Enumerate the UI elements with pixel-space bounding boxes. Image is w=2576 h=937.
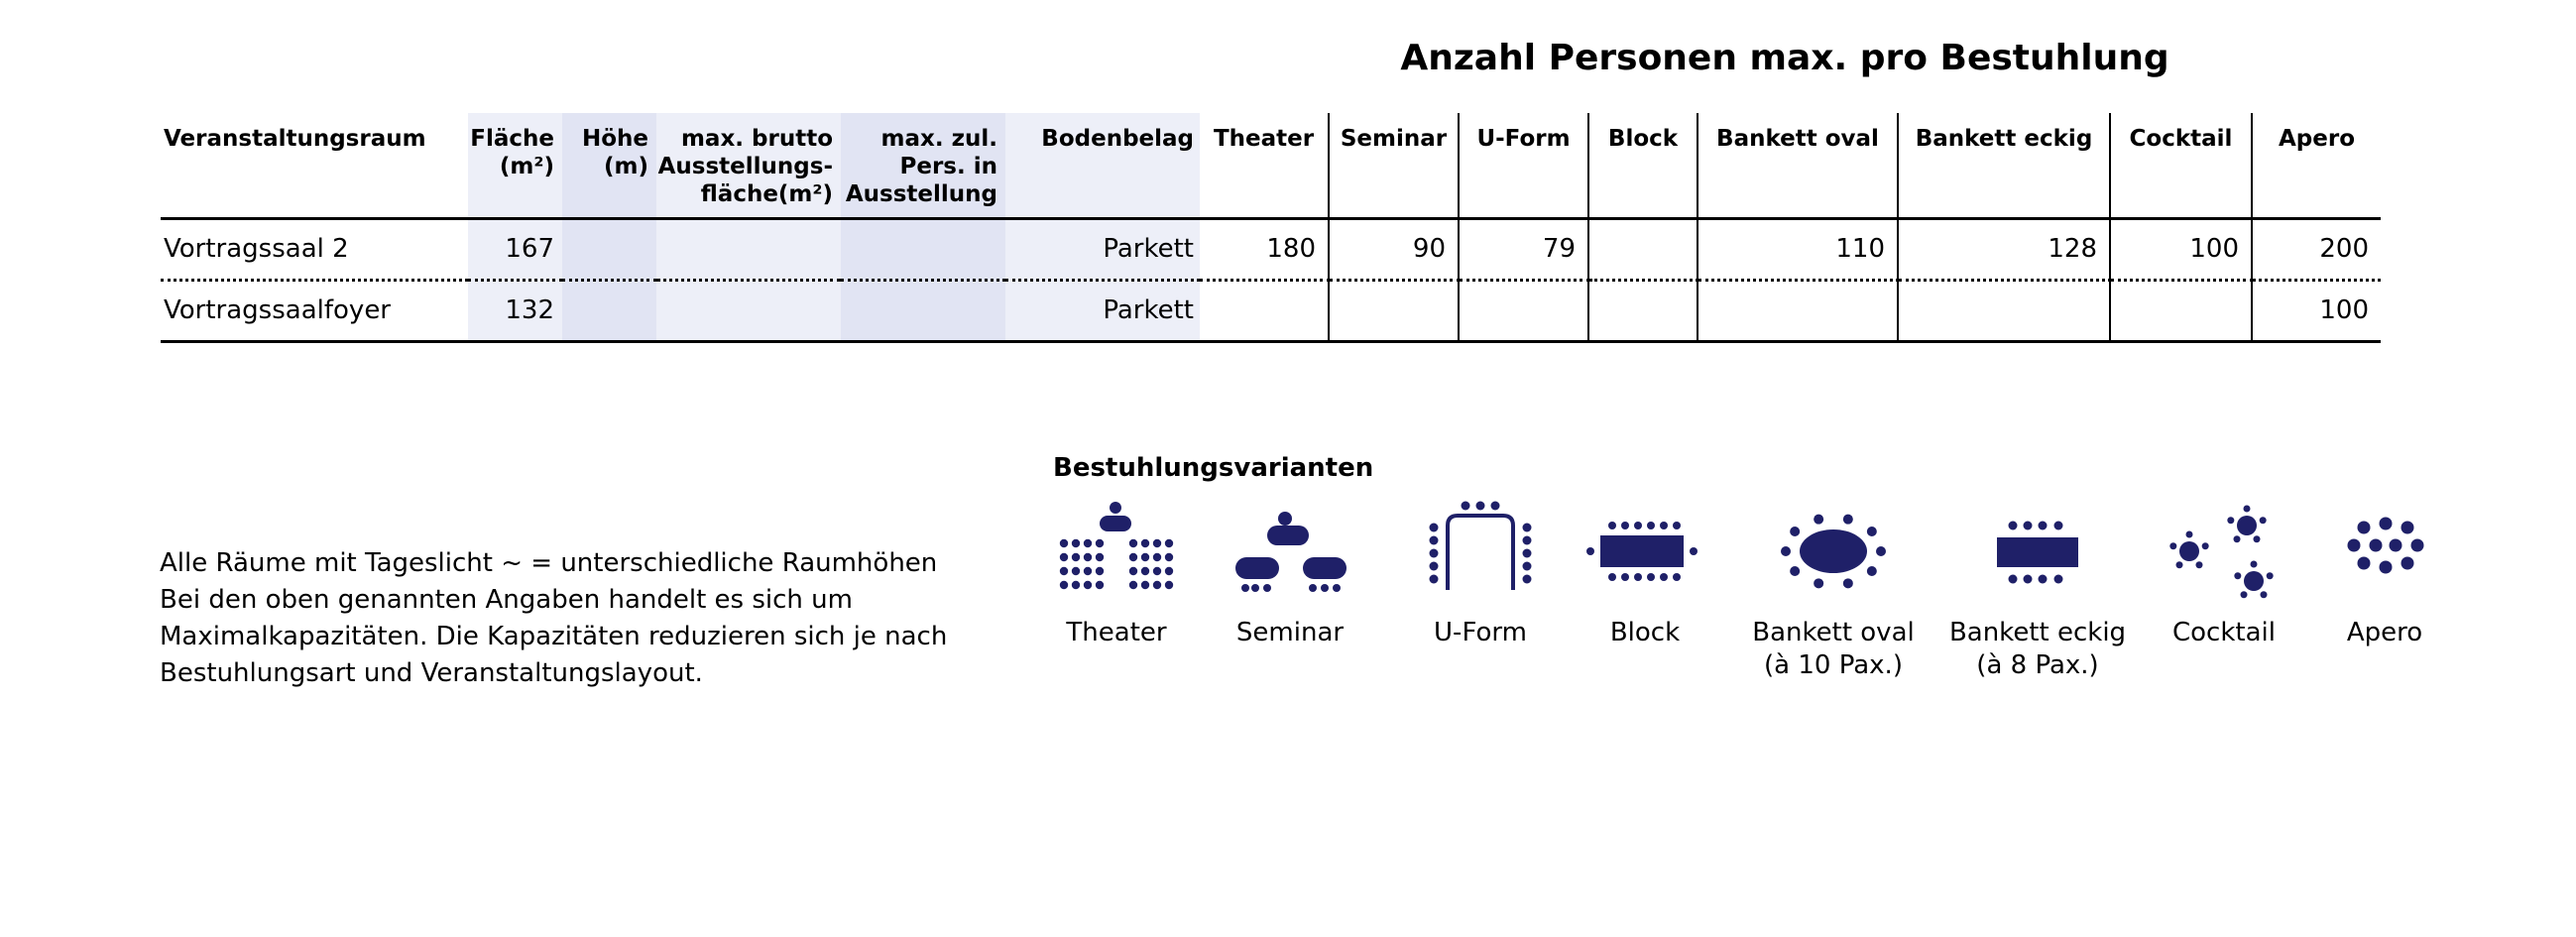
seat-dot bbox=[1072, 567, 1080, 575]
seat-dot bbox=[1843, 515, 1853, 525]
header-theater: Theater bbox=[1200, 113, 1329, 218]
seat-dot bbox=[1523, 562, 1532, 571]
variant-label: Block bbox=[1609, 618, 1681, 647]
standing-guest bbox=[2380, 518, 2393, 530]
cap-theater: 180 bbox=[1200, 218, 1329, 280]
seat-dot bbox=[1165, 567, 1173, 575]
standing-guest bbox=[2348, 539, 2361, 552]
cap-bankett-oval bbox=[1698, 280, 1898, 341]
header-u-form: U-Form bbox=[1459, 113, 1588, 218]
cap-bankett-oval: 110 bbox=[1698, 218, 1898, 280]
variant-u-form bbox=[1401, 496, 1560, 649]
seat-dot bbox=[1634, 573, 1642, 581]
seat-dot bbox=[1621, 522, 1629, 529]
seat-dot bbox=[1523, 575, 1532, 584]
seat-dot bbox=[1660, 522, 1668, 529]
variant-label: Apero bbox=[2346, 618, 2423, 647]
seat-dot bbox=[1476, 502, 1485, 511]
seat-dot bbox=[2009, 522, 2018, 530]
note-line: Bei den oben genannten Angaben handelt es sich um bbox=[160, 585, 853, 615]
seat-dot bbox=[2241, 591, 2248, 598]
note-line: Maximalkapazitäten. Die Kapazitäten reduzieren sich je nach bbox=[160, 622, 948, 651]
seat-dot bbox=[1621, 573, 1629, 581]
seat-dot bbox=[1072, 539, 1080, 547]
header-exhibition-persons: max. zul. Pers. in Ausstellung bbox=[841, 113, 1005, 218]
seat-dot bbox=[1141, 581, 1149, 589]
seat-dot bbox=[1790, 566, 1800, 576]
cap-block bbox=[1588, 280, 1698, 341]
cap-cocktail: 100 bbox=[2110, 218, 2252, 280]
cap-bankett-eckig bbox=[1898, 280, 2110, 341]
room-name: Vortragssaal 2 bbox=[161, 218, 468, 280]
note-line: Alle Räume mit Tageslicht ~ = unterschiedliche Raumhöhen bbox=[160, 548, 938, 578]
seat-dot bbox=[1430, 562, 1439, 571]
seat-dot bbox=[1060, 539, 1068, 547]
theater-icon bbox=[1052, 496, 1181, 605]
seat-dot bbox=[1843, 578, 1853, 588]
seat-dot bbox=[1153, 581, 1161, 589]
header-room: Veranstaltungsraum bbox=[161, 113, 468, 218]
room-area: 167 bbox=[468, 218, 562, 280]
seat-dot bbox=[1084, 567, 1092, 575]
cap-block bbox=[1588, 218, 1698, 280]
seat-dot bbox=[1673, 522, 1681, 529]
room-height bbox=[562, 218, 656, 280]
bankett-eckig-icon bbox=[1973, 496, 2102, 605]
cap-bankett-eckig: 128 bbox=[1898, 218, 2110, 280]
seat-dot bbox=[1333, 584, 1341, 592]
seat-dot bbox=[2260, 517, 2267, 524]
speaker-table bbox=[1267, 526, 1309, 545]
speaker-seat bbox=[1110, 502, 1121, 514]
seat-dot bbox=[2234, 572, 2241, 579]
capacity-title: Anzahl Personen max. pro Bestuhlung bbox=[1400, 38, 2169, 78]
seat-dot bbox=[1060, 581, 1068, 589]
seat-dot bbox=[1814, 578, 1823, 588]
seat-dot bbox=[2234, 535, 2241, 542]
seat-dot bbox=[1608, 573, 1616, 581]
seat-dot bbox=[1586, 547, 1594, 555]
seat-dot bbox=[1060, 567, 1068, 575]
seat-dot bbox=[1096, 581, 1104, 589]
seat-dot bbox=[1165, 581, 1173, 589]
seat-dot bbox=[1309, 584, 1317, 592]
seat-dot bbox=[1096, 539, 1104, 547]
variant-label: Bankett oval (à 10 Pax.) bbox=[1752, 618, 1915, 680]
seat-dot bbox=[1241, 584, 1249, 592]
variant-label: U-Form bbox=[1434, 618, 1527, 647]
seat-dot bbox=[1141, 553, 1149, 561]
seating-variants-title: Bestuhlungsvarianten bbox=[1053, 453, 1374, 483]
seat-dot bbox=[1491, 502, 1500, 511]
variant-bankett-oval bbox=[1734, 496, 1932, 682]
cap-theater bbox=[1200, 280, 1329, 341]
seat-dot bbox=[2009, 575, 2018, 584]
stage-table bbox=[1100, 516, 1131, 531]
seat-dot bbox=[2253, 535, 2260, 542]
seat-dot bbox=[1790, 527, 1800, 536]
seat-dot bbox=[1867, 566, 1877, 576]
standing-guest bbox=[2401, 522, 2414, 534]
seat-dot bbox=[1129, 567, 1137, 575]
variant-bankett-eckig bbox=[1938, 496, 2137, 682]
seat-dot bbox=[1096, 553, 1104, 561]
seat-dot bbox=[1263, 584, 1271, 592]
seat-dot bbox=[1096, 567, 1104, 575]
seat-dot bbox=[2202, 542, 2209, 549]
room-exhibition-area bbox=[656, 218, 841, 280]
seat-dot bbox=[1814, 515, 1823, 525]
seat-dot bbox=[2039, 522, 2048, 530]
seat-dot bbox=[1523, 536, 1532, 545]
cap-cocktail bbox=[2110, 280, 2252, 341]
seat-dot bbox=[2195, 561, 2202, 568]
cap-u-form bbox=[1459, 280, 1588, 341]
seat-dot bbox=[2251, 561, 2258, 568]
seat-dot bbox=[2024, 522, 2033, 530]
seat-dot bbox=[1647, 573, 1655, 581]
block-icon bbox=[1581, 496, 1709, 605]
seat-dot bbox=[1084, 581, 1092, 589]
oval-table bbox=[1800, 529, 1867, 573]
seat-dot bbox=[2260, 591, 2267, 598]
block-table bbox=[1600, 535, 1684, 567]
seat-dot bbox=[1141, 567, 1149, 575]
standing-guest bbox=[2358, 522, 2371, 534]
variant-cocktail bbox=[2145, 496, 2303, 649]
cocktail-table bbox=[2179, 541, 2199, 561]
standing-guest bbox=[2390, 539, 2402, 552]
header-seminar: Seminar bbox=[1329, 113, 1459, 218]
u-table bbox=[1448, 516, 1513, 590]
variant-label: Cocktail bbox=[2172, 618, 2276, 647]
seat-dot bbox=[1165, 553, 1173, 561]
seat-dot bbox=[1251, 584, 1259, 592]
cocktail-icon bbox=[2160, 496, 2288, 605]
seat-dot bbox=[1673, 573, 1681, 581]
cocktail-table bbox=[2244, 571, 2264, 591]
variant-theater bbox=[1037, 496, 1196, 649]
seat-dot bbox=[2227, 517, 2234, 524]
cap-seminar bbox=[1329, 280, 1459, 341]
room-capacity-table bbox=[161, 113, 2381, 343]
seat-dot bbox=[2169, 542, 2176, 549]
u-form-icon bbox=[1416, 496, 1545, 605]
seat-dot bbox=[1523, 549, 1532, 558]
seat-dot bbox=[1430, 524, 1439, 532]
header-block: Block bbox=[1588, 113, 1698, 218]
seat-dot bbox=[1153, 539, 1161, 547]
seat-dot bbox=[1129, 581, 1137, 589]
apero-icon bbox=[2320, 496, 2449, 605]
header-bankett-oval: Bankett oval bbox=[1698, 113, 1898, 218]
seat-dot bbox=[1072, 581, 1080, 589]
variant-block bbox=[1566, 496, 1724, 649]
standing-guest bbox=[2411, 539, 2424, 552]
cap-seminar: 90 bbox=[1329, 218, 1459, 280]
header-cocktail: Cocktail bbox=[2110, 113, 2252, 218]
seat-dot bbox=[1876, 546, 1886, 556]
seat-dot bbox=[1141, 539, 1149, 547]
table-header-row bbox=[161, 113, 2381, 218]
room-name: Vortragssaalfoyer bbox=[161, 280, 468, 341]
seat-dot bbox=[1430, 536, 1439, 545]
seat-dot bbox=[1647, 522, 1655, 529]
seat-dot bbox=[2244, 506, 2251, 513]
variant-seminar bbox=[1211, 496, 1369, 649]
seat-dot bbox=[1084, 539, 1092, 547]
seat-dot bbox=[1060, 553, 1068, 561]
speaker-seat bbox=[1278, 512, 1292, 526]
room-exhibition-area bbox=[656, 280, 841, 341]
seminar-icon bbox=[1226, 496, 1354, 605]
seat-dot bbox=[1165, 539, 1173, 547]
header-floor: Bodenbelag bbox=[1005, 113, 1200, 218]
seat-dot bbox=[2054, 522, 2063, 530]
cap-apero: 200 bbox=[2252, 218, 2381, 280]
seat-dot bbox=[2039, 575, 2048, 584]
note-line: Bestuhlungsart und Veranstaltungslayout. bbox=[160, 658, 703, 688]
header-apero: Apero bbox=[2252, 113, 2381, 218]
seminar-table bbox=[1235, 557, 1279, 579]
cocktail-table bbox=[2237, 516, 2257, 535]
header-bankett-eckig: Bankett eckig bbox=[1898, 113, 2110, 218]
standing-guest bbox=[2380, 561, 2393, 574]
header-area: Fläche (m²) bbox=[468, 113, 562, 218]
seat-dot bbox=[1660, 573, 1668, 581]
rect-table bbox=[1997, 537, 2078, 567]
seat-dot bbox=[1129, 553, 1137, 561]
room-floor: Parkett bbox=[1005, 218, 1200, 280]
variant-apero bbox=[2305, 496, 2464, 649]
seat-dot bbox=[1072, 553, 1080, 561]
seat-dot bbox=[1690, 547, 1698, 555]
header-exhibition-area: max. brutto Ausstellungs- fläche(m²) bbox=[656, 113, 841, 218]
seat-dot bbox=[1129, 539, 1137, 547]
seat-dot bbox=[1523, 524, 1532, 532]
seat-dot bbox=[1634, 522, 1642, 529]
bankett-oval-icon bbox=[1769, 496, 1898, 605]
seat-dot bbox=[1430, 575, 1439, 584]
seat-dot bbox=[2186, 531, 2193, 538]
seat-dot bbox=[1781, 546, 1791, 556]
room-exhibition-persons bbox=[841, 280, 1005, 341]
cap-u-form: 79 bbox=[1459, 218, 1588, 280]
seat-dot bbox=[1430, 549, 1439, 558]
seat-dot bbox=[1321, 584, 1329, 592]
cap-apero: 100 bbox=[2252, 280, 2381, 341]
header-height: Höhe (m) bbox=[562, 113, 656, 218]
seat-dot bbox=[1608, 522, 1616, 529]
room-exhibition-persons bbox=[841, 218, 1005, 280]
variant-label: Seminar bbox=[1235, 618, 1345, 647]
standing-guest bbox=[2401, 557, 2414, 570]
room-area: 132 bbox=[468, 280, 562, 341]
variant-label: Theater bbox=[1066, 618, 1167, 647]
seat-dot bbox=[2267, 572, 2274, 579]
seat-dot bbox=[2024, 575, 2033, 584]
capacity-note bbox=[160, 545, 953, 692]
seat-dot bbox=[2054, 575, 2063, 584]
variant-label: Bankett eckig (à 8 Pax.) bbox=[1948, 618, 2127, 680]
seat-dot bbox=[1462, 502, 1470, 511]
room-height bbox=[562, 280, 656, 341]
standing-guest bbox=[2370, 539, 2383, 552]
room-floor: Parkett bbox=[1005, 280, 1200, 341]
seat-dot bbox=[1153, 553, 1161, 561]
table-row bbox=[161, 218, 2381, 280]
table-row bbox=[161, 280, 2381, 341]
standing-guest bbox=[2358, 557, 2371, 570]
seat-dot bbox=[1153, 567, 1161, 575]
seminar-table bbox=[1303, 557, 1347, 579]
seat-dot bbox=[2176, 561, 2183, 568]
seat-dot bbox=[1084, 553, 1092, 561]
seat-dot bbox=[1867, 527, 1877, 536]
